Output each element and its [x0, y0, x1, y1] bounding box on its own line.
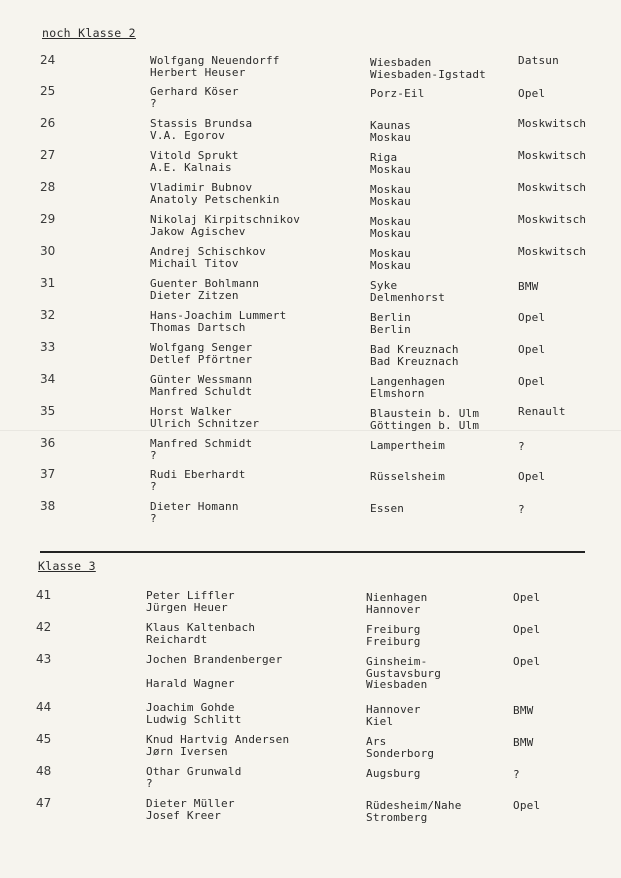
car-make: BMW	[518, 280, 539, 293]
hometowns	[370, 280, 445, 303]
driver-name: Vitold Sprukt	[150, 149, 239, 162]
car-make: Datsun	[518, 54, 559, 67]
driver-names	[146, 766, 242, 789]
driver-names	[146, 702, 242, 725]
hometowns	[366, 768, 421, 780]
driver-names	[146, 622, 255, 645]
hometown: Moskau	[370, 215, 411, 228]
car-make: Opel	[513, 799, 541, 812]
start-number: 42	[36, 620, 52, 634]
hometown: Moskau	[370, 194, 411, 208]
codriver-name: V.A. Egorov	[150, 128, 226, 142]
codriver-name: A.E. Kalnais	[150, 160, 232, 174]
codriver-name: ?	[146, 776, 153, 790]
start-number: 30	[40, 244, 56, 258]
hometown: Syke	[370, 279, 398, 292]
codriver-name	[146, 666, 282, 678]
hometown: Berlin	[370, 322, 411, 336]
car-make: Moskwitsch	[518, 213, 587, 226]
codriver-name: Dieter Zitzen	[150, 288, 239, 302]
start-number: 33	[40, 340, 56, 354]
driver-name: Stassis Brundsa	[150, 117, 253, 130]
driver-names	[150, 342, 252, 365]
hometown: Blaustein b. Ulm	[370, 407, 480, 420]
hometowns	[370, 312, 411, 335]
codriver-name: Ludwig Schlitt	[146, 712, 242, 726]
hometown: Rüsselsheim	[370, 470, 446, 483]
hometown: Moskau	[370, 226, 411, 240]
car-make: Opel	[518, 87, 546, 100]
hometown: Freiburg	[366, 634, 421, 648]
start-number: 32	[40, 308, 56, 322]
driver-names	[150, 374, 252, 397]
hometown: Riga	[370, 151, 398, 164]
start-number: 43	[36, 652, 52, 666]
start-number: 34	[40, 372, 56, 386]
hometown: Ars	[366, 735, 387, 748]
driver-name: Wolfgang Senger	[150, 341, 253, 354]
hometown: Wiesbaden-Igstadt	[370, 67, 486, 81]
hometowns	[370, 216, 411, 239]
car-make: Opel	[513, 655, 541, 668]
car-make: Moskwitsch	[518, 245, 587, 258]
driver-names	[150, 501, 239, 524]
driver-names	[150, 310, 286, 333]
hometowns	[370, 120, 411, 143]
hometown: Moskau	[370, 130, 411, 144]
section-2-heading: noch Klasse 2	[42, 26, 136, 40]
hometown: Moskau	[370, 258, 411, 272]
car-make: BMW	[513, 736, 534, 749]
car-make: ?	[518, 503, 525, 516]
hometown: Moskau	[370, 162, 411, 176]
start-number: 45	[36, 732, 52, 746]
hometowns	[370, 88, 425, 100]
driver-names	[150, 182, 280, 205]
driver-name: Guenter Bohlmann	[150, 277, 260, 290]
hometown: Sonderborg	[366, 746, 435, 760]
codriver-name: Reichardt	[146, 632, 208, 646]
driver-names	[150, 278, 259, 301]
car-make: Opel	[518, 343, 546, 356]
driver-names	[150, 55, 280, 78]
driver-name: Othar Grunwald	[146, 765, 242, 778]
driver-name: Jochen Brandenberger	[146, 653, 283, 666]
codriver-name: Harald Wagner	[146, 676, 235, 690]
hometown: Essen	[370, 502, 405, 515]
hometowns	[370, 471, 445, 483]
codriver-name: Jürgen Heuer	[146, 600, 228, 614]
start-number: 36	[40, 436, 56, 450]
car-make: Opel	[513, 591, 541, 604]
hometowns	[370, 57, 486, 80]
driver-name: Vladimir Bubnov	[150, 181, 253, 194]
hometowns	[370, 184, 411, 207]
start-number: 31	[40, 276, 56, 290]
start-number: 28	[40, 180, 56, 194]
driver-name: Nikolaj Kirpitschnikov	[150, 213, 301, 226]
driver-names	[146, 590, 235, 613]
driver-names	[150, 86, 239, 109]
codriver-name: Thomas Dartsch	[150, 320, 246, 334]
codriver-name: Josef Kreer	[146, 808, 222, 822]
hometowns	[370, 503, 404, 515]
driver-name: Joachim Gohde	[146, 701, 235, 714]
hometown: Hannover	[366, 703, 421, 716]
hometown: Rüdesheim/Nahe	[366, 799, 462, 812]
hometown: Wiesbaden	[370, 56, 432, 69]
hometown: Freiburg	[366, 623, 421, 636]
driver-names	[146, 734, 289, 757]
hometowns	[366, 592, 427, 615]
codriver-name: Ulrich Schnitzer	[150, 416, 260, 430]
codriver-name: ?	[150, 511, 157, 525]
codriver-name: Jakow Agischev	[150, 224, 246, 238]
driver-name: Gerhard Köser	[150, 85, 239, 98]
driver-name: Günter Wessmann	[150, 373, 253, 386]
start-number: 35	[40, 404, 56, 418]
hometown: Hannover	[366, 602, 421, 616]
codriver-name: Anatoly Petschenkin	[150, 192, 280, 206]
start-number: 26	[40, 116, 56, 130]
driver-name: Wolfgang Neuendorff	[150, 54, 280, 67]
start-number: 38	[40, 499, 56, 513]
hometown: Gustavsburg	[366, 666, 442, 680]
start-number: 24	[40, 53, 56, 67]
driver-names	[146, 654, 282, 689]
driver-name: Rudi Eberhardt	[150, 468, 246, 481]
codriver-name: ?	[150, 479, 157, 493]
start-number: 25	[40, 84, 56, 98]
hometown: Langenhagen	[370, 375, 446, 388]
hometown: Wiesbaden	[366, 678, 428, 691]
hometowns	[370, 152, 411, 175]
hometown: Ginsheim-	[366, 655, 428, 668]
car-make: ?	[513, 768, 520, 781]
hometowns	[370, 344, 459, 367]
driver-names	[150, 438, 252, 461]
driver-names	[150, 406, 259, 429]
hometown: Delmenhorst	[370, 290, 446, 304]
car-make: Opel	[518, 375, 546, 388]
driver-name: Peter Liffler	[146, 589, 235, 602]
hometowns	[366, 656, 441, 691]
car-make: Renault	[518, 405, 566, 418]
codriver-name: Jørn Iversen	[146, 744, 228, 758]
car-make: Moskwitsch	[518, 181, 587, 194]
driver-names	[150, 150, 239, 173]
hometown: Bad Kreuznach	[370, 354, 459, 368]
codriver-name: Detlef Pförtner	[150, 352, 253, 366]
codriver-name: Michail Titov	[150, 256, 239, 270]
driver-names	[146, 798, 235, 821]
car-make: Opel	[518, 311, 546, 324]
driver-name: Klaus Kaltenbach	[146, 621, 256, 634]
driver-name: Horst Walker	[150, 405, 232, 418]
paper-fold-line	[0, 430, 621, 431]
hometowns	[370, 440, 445, 452]
car-make: Opel	[518, 470, 546, 483]
hometown: Moskau	[370, 183, 411, 196]
start-number: 48	[36, 764, 52, 778]
codriver-name: Manfred Schuldt	[150, 384, 253, 398]
hometowns	[366, 704, 421, 727]
driver-name: Manfred Schmidt	[150, 437, 253, 450]
hometown: Göttingen b. Ulm	[370, 418, 480, 432]
hometowns	[370, 376, 445, 399]
driver-name: Knud Hartvig Andersen	[146, 733, 290, 746]
driver-names	[150, 469, 246, 492]
start-number: 47	[36, 796, 52, 810]
hometowns	[370, 408, 479, 431]
car-make: Opel	[513, 623, 541, 636]
driver-name: Hans-Joachim Lummert	[150, 309, 287, 322]
hometowns	[366, 624, 421, 647]
car-make: ?	[518, 440, 525, 453]
driver-name: Dieter Homann	[150, 500, 239, 513]
hometown: Nienhagen	[366, 591, 428, 604]
hometown: Kiel	[366, 714, 394, 728]
start-number: 29	[40, 212, 56, 226]
hometown: Berlin	[370, 311, 411, 324]
driver-names	[150, 214, 300, 237]
hometown: Elmshorn	[370, 386, 425, 400]
section-divider	[40, 551, 585, 553]
driver-names	[150, 246, 266, 269]
hometown: Bad Kreuznach	[370, 343, 459, 356]
driver-names	[150, 118, 252, 141]
driver-name: Andrej Schischkov	[150, 245, 266, 258]
hometowns	[370, 248, 411, 271]
hometown: Kaunas	[370, 119, 411, 132]
codriver-name: Herbert Heuser	[150, 65, 246, 79]
hometown: Porz-Eil	[370, 87, 425, 100]
start-number: 41	[36, 588, 52, 602]
codriver-name: ?	[150, 96, 157, 110]
car-make: BMW	[513, 704, 534, 717]
driver-name: Dieter Müller	[146, 797, 235, 810]
hometown: Moskau	[370, 247, 411, 260]
hometowns	[366, 800, 462, 823]
start-number: 37	[40, 467, 56, 481]
section-3-heading: Klasse 3	[38, 559, 96, 573]
start-number: 44	[36, 700, 52, 714]
hometowns	[366, 736, 434, 759]
start-number: 27	[40, 148, 56, 162]
hometown: Lampertheim	[370, 439, 446, 452]
car-make: Moskwitsch	[518, 149, 587, 162]
hometown: Augsburg	[366, 767, 421, 780]
codriver-name: ?	[150, 448, 157, 462]
car-make: Moskwitsch	[518, 117, 587, 130]
hometown: Stromberg	[366, 810, 428, 824]
